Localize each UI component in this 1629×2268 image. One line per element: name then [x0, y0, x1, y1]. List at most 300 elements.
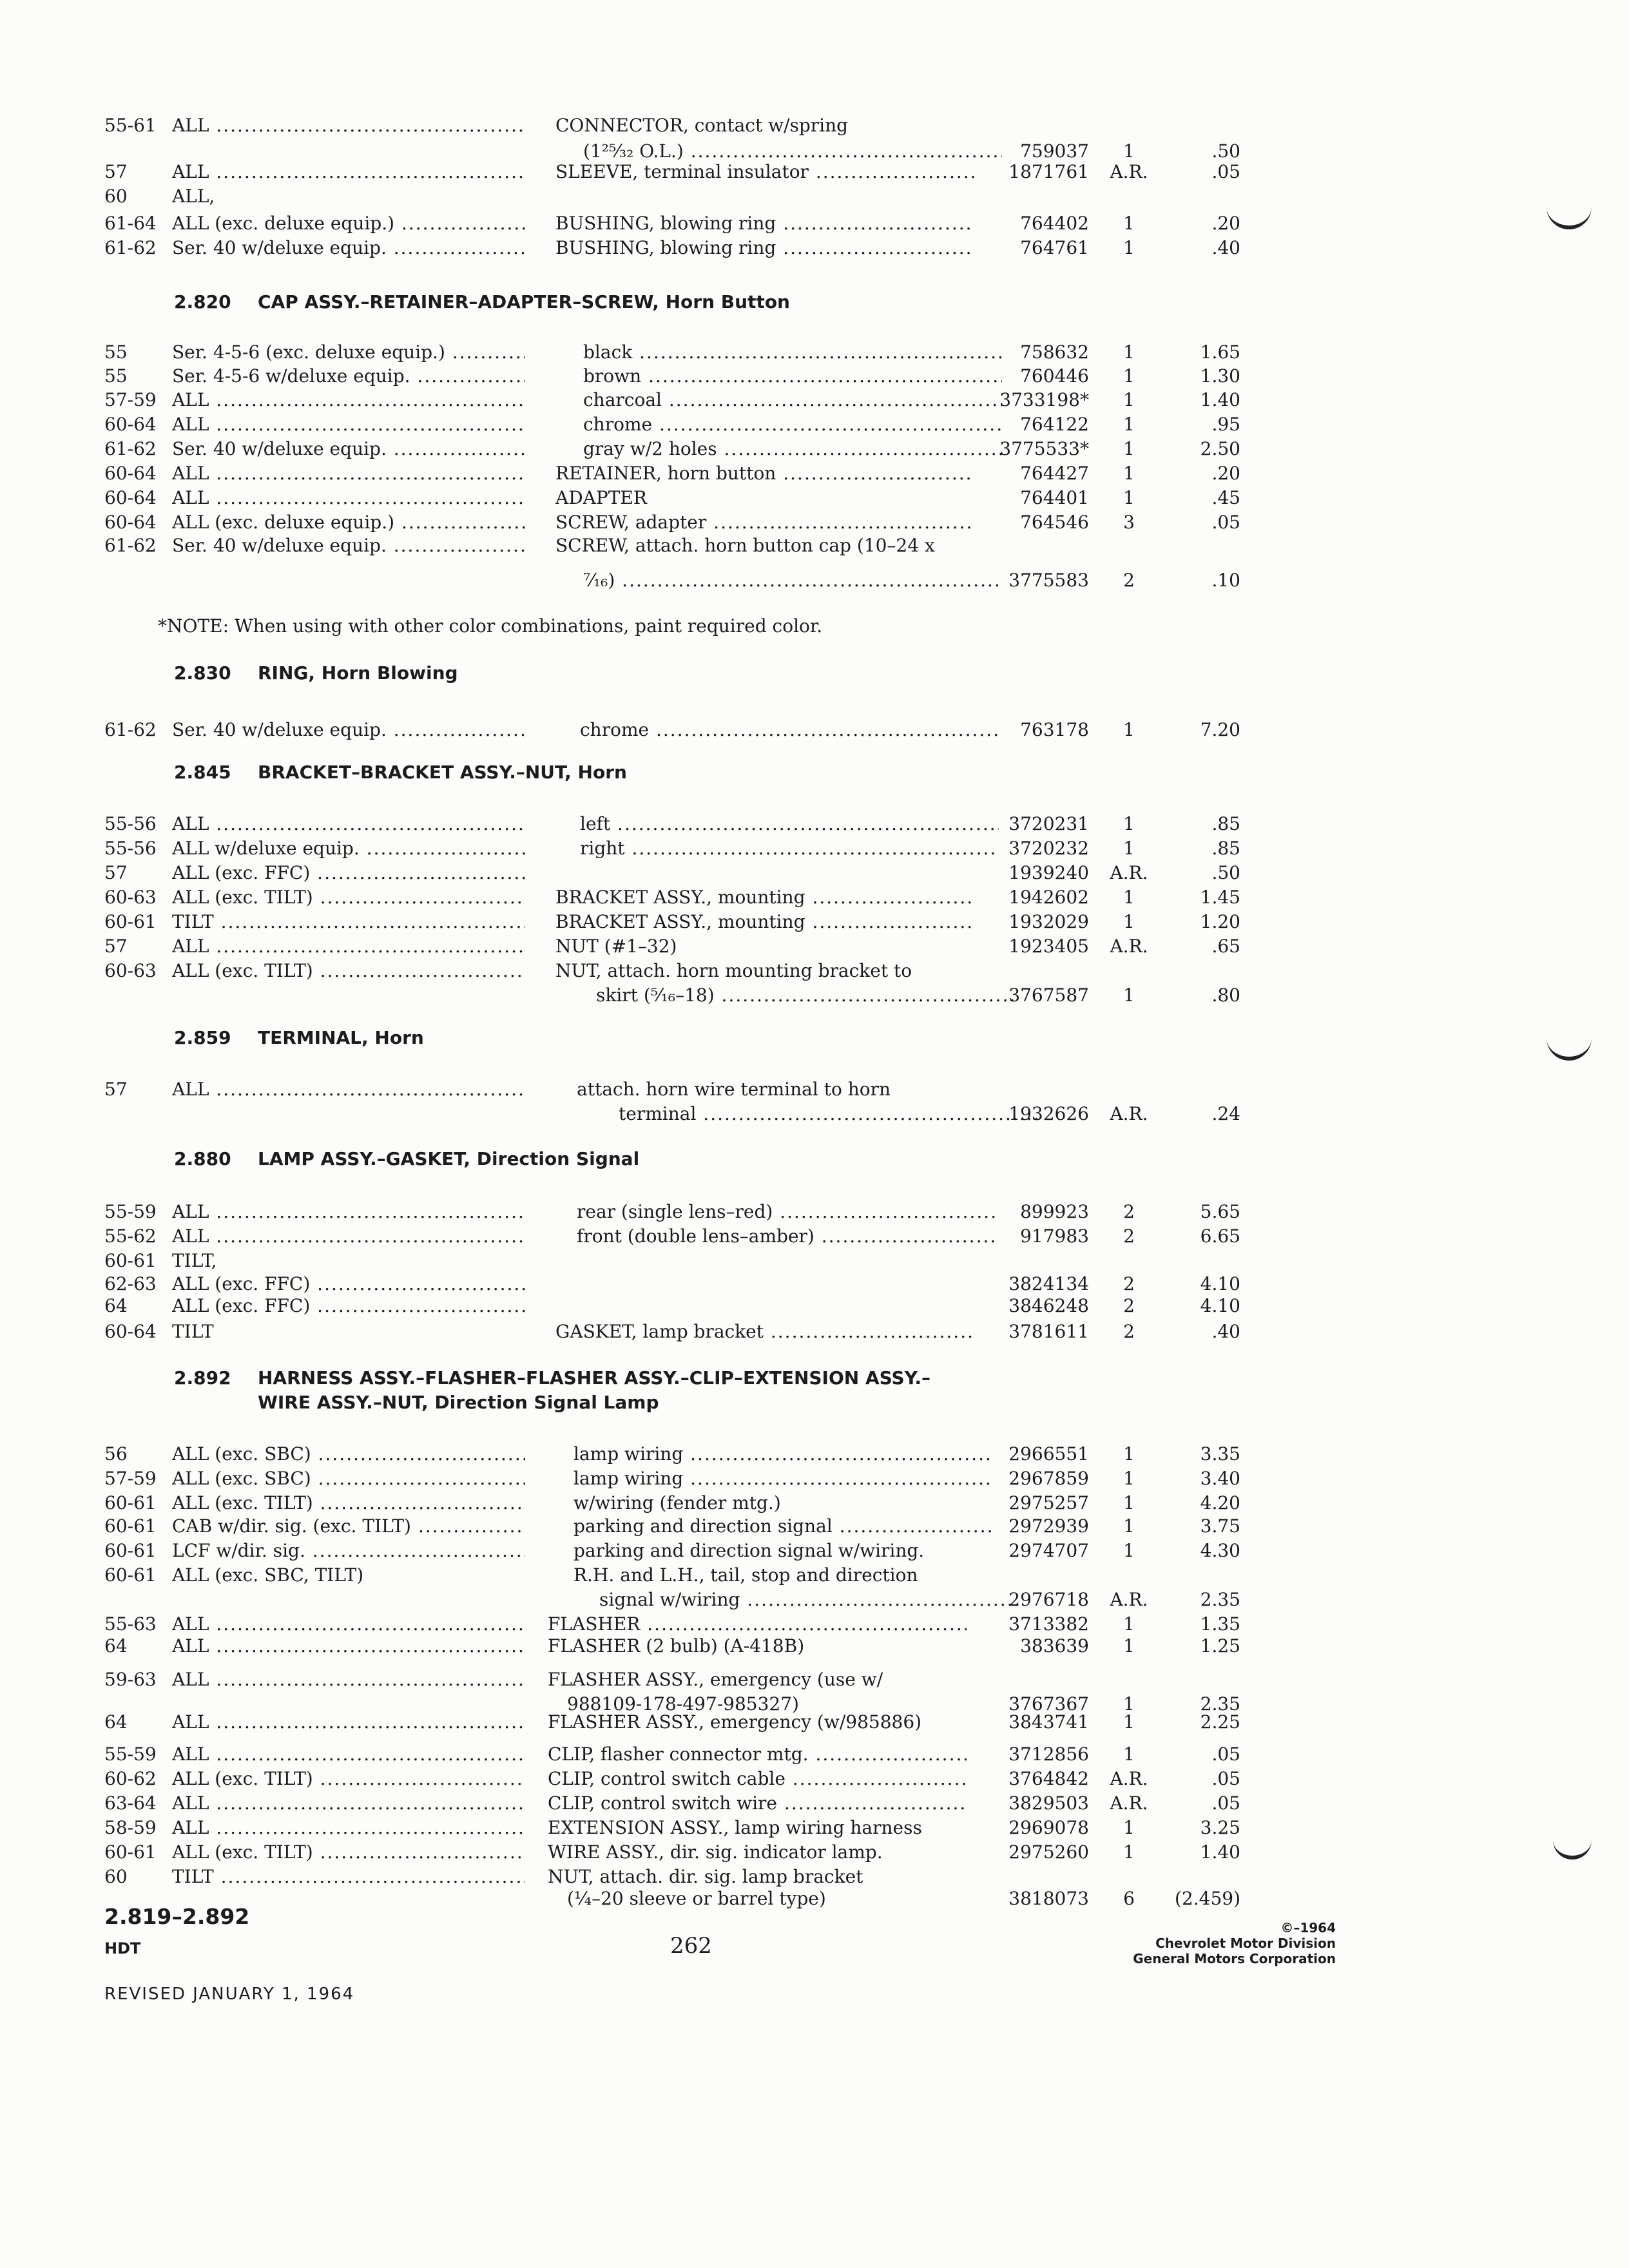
price-cell: 3.75 — [1200, 1515, 1240, 1537]
part-number-cell: 3720231 — [1008, 813, 1089, 834]
model-cell: ALL (exc. SBC) ..... — [172, 1443, 525, 1465]
table-row — [0, 1468, 1629, 1490]
page-range: 2.819–2.892 — [104, 1904, 250, 1929]
table-row — [0, 1540, 1629, 1562]
quantity-cell: 1 — [1123, 1540, 1135, 1561]
quantity-cell: 1 — [1123, 389, 1135, 410]
part-number-cell: 2976718 — [1008, 1589, 1089, 1610]
year-cell: 60-61 — [104, 1492, 157, 1514]
table-row — [0, 487, 1629, 509]
description-cell: R.H. and L.H., tail, stop and direction — [574, 1564, 918, 1586]
description-cell: CONNECTOR, contact w/spring — [555, 115, 849, 136]
quantity-cell: 1 — [1123, 985, 1135, 1006]
price-cell: .85 — [1211, 838, 1240, 859]
quantity-cell: 1 — [1123, 911, 1135, 932]
part-number-cell: 2975260 — [1008, 1841, 1089, 1863]
price-cell: .05 — [1211, 512, 1240, 533]
table-row — [0, 1443, 1629, 1465]
year-cell: 60-64 — [104, 487, 157, 508]
model-cell: ALL ..... — [172, 1225, 525, 1247]
quantity-cell: 1 — [1123, 140, 1135, 162]
quantity-cell: A.R. — [1110, 1792, 1148, 1814]
note-text: *NOTE: When using with other color combinations, paint required color. — [158, 615, 823, 637]
model-cell: ALL ..... — [172, 936, 525, 957]
price-cell: 2.25 — [1200, 1711, 1240, 1733]
table-row — [0, 985, 1629, 1006]
description-cell: ⁷⁄₁₆) ..... — [583, 570, 1002, 591]
model-cell: ALL (exc. TILT) ..... — [172, 1492, 525, 1514]
price-cell: 5.65 — [1200, 1201, 1240, 1222]
year-cell: 57 — [104, 1079, 128, 1100]
binder-mark — [1547, 1024, 1592, 1061]
quantity-cell: 1 — [1123, 813, 1135, 834]
price-cell: 1.45 — [1200, 887, 1240, 908]
model-cell: Ser. 40 w/deluxe equip. ..... — [172, 237, 525, 259]
year-cell: 60-61 — [104, 1841, 157, 1863]
table-row — [0, 365, 1629, 387]
year-cell: 60-64 — [104, 512, 157, 533]
price-cell: 4.20 — [1200, 1492, 1240, 1514]
price-cell: .10 — [1211, 570, 1240, 591]
price-cell: 1.35 — [1200, 1613, 1240, 1635]
price-cell: 1.40 — [1200, 389, 1240, 410]
section-title: LAMP ASSY.–GASKET, Direction Signal — [258, 1148, 640, 1169]
description-cell: RETAINER, horn button ..... — [555, 463, 974, 485]
description-cell: right ..... — [580, 838, 999, 860]
quantity-cell: A.R. — [1110, 862, 1148, 883]
model-cell: ALL w/deluxe equip. ..... — [172, 838, 525, 860]
description-cell: NUT (#1–32) — [555, 936, 677, 957]
part-number-cell: 3775533* — [999, 438, 1089, 459]
quantity-cell: 1 — [1123, 365, 1135, 387]
year-cell: 64 — [104, 1295, 128, 1316]
table-row — [0, 115, 1629, 137]
price-cell: 3.35 — [1200, 1443, 1240, 1465]
table-row — [0, 1866, 1629, 1888]
table-row — [0, 1321, 1629, 1343]
year-cell: 61-62 — [104, 438, 157, 459]
price-cell: .85 — [1211, 813, 1240, 834]
table-row — [0, 1613, 1629, 1635]
model-cell: ALL ..... — [172, 1201, 525, 1223]
model-cell: ALL ..... — [172, 813, 525, 835]
table-row — [0, 213, 1629, 235]
year-cell: 60-61 — [104, 1515, 157, 1537]
part-number-cell: 1942602 — [1008, 887, 1089, 908]
part-number-cell: 3720232 — [1008, 838, 1089, 859]
description-cell: GASKET, lamp bracket ..... — [555, 1321, 974, 1343]
table-row — [0, 1564, 1629, 1586]
year-cell: 59-63 — [104, 1669, 157, 1690]
part-number-cell: 3712856 — [1008, 1744, 1089, 1765]
model-cell: ALL (exc. deluxe equip.) ..... — [172, 512, 525, 533]
model-cell: ALL (exc. SBC) ..... — [172, 1468, 525, 1490]
price-cell: .05 — [1211, 1744, 1240, 1765]
quantity-cell: 6 — [1123, 1888, 1135, 1909]
price-cell: .20 — [1211, 463, 1240, 484]
year-cell: 55-59 — [104, 1201, 157, 1222]
quantity-cell: 1 — [1123, 487, 1135, 508]
quantity-cell: 1 — [1123, 1635, 1135, 1657]
catalog-code: HDT — [104, 1939, 141, 1957]
price-cell: .05 — [1211, 1768, 1240, 1789]
description-cell: black ..... — [583, 341, 1002, 363]
part-number-cell: 764761 — [1020, 237, 1089, 258]
copyright-line: ©–1964 — [1280, 1920, 1336, 1936]
year-cell: 60-62 — [104, 1768, 157, 1789]
quantity-cell: 1 — [1123, 213, 1135, 234]
section-number: 2.859 — [174, 1027, 231, 1048]
year-cell: 58-59 — [104, 1817, 157, 1838]
table-row — [0, 1841, 1629, 1863]
description-cell: SCREW, adapter ..... — [555, 512, 974, 533]
table-row — [0, 570, 1629, 591]
table-row — [0, 960, 1629, 982]
quantity-cell: 1 — [1123, 1492, 1135, 1514]
table-row — [0, 813, 1629, 835]
description-cell: gray w/2 holes ..... — [583, 438, 1002, 460]
section-number: 2.820 — [174, 291, 231, 312]
description-cell: NUT, attach. horn mounting bracket to — [555, 960, 912, 981]
quantity-cell: 2 — [1123, 1321, 1135, 1342]
table-row — [0, 1273, 1629, 1295]
year-cell: 64 — [104, 1635, 128, 1657]
part-number-cell: 764122 — [1020, 414, 1089, 435]
description-cell: BUSHING, blowing ring ..... — [555, 213, 974, 235]
table-row — [0, 161, 1629, 183]
model-cell: Ser. 40 w/deluxe equip. ..... — [172, 535, 525, 557]
model-cell: ALL (exc. TILT) ..... — [172, 1841, 525, 1863]
section-title: RING, Horn Blowing — [258, 662, 458, 684]
description-cell: BRACKET ASSY., mounting ..... — [555, 887, 974, 908]
section-number: 2.892 — [174, 1367, 231, 1389]
model-cell: ALL ..... — [172, 1635, 525, 1657]
description-cell: chrome ..... — [580, 719, 999, 741]
table-row — [0, 1225, 1629, 1247]
year-cell: 60-61 — [104, 1540, 157, 1561]
section-title: HARNESS ASSY.–FLASHER–FLASHER ASSY.–CLIP–EXTENSION ASSY.– — [258, 1367, 930, 1389]
year-cell: 63-64 — [104, 1792, 157, 1814]
model-cell: ALL (exc. SBC, TILT) — [172, 1564, 364, 1586]
section-heading — [174, 1148, 639, 1170]
description-cell: left ..... — [580, 813, 999, 835]
model-cell: ALL ..... — [172, 1792, 525, 1814]
year-cell: 55-63 — [104, 1613, 157, 1635]
year-cell: 55-56 — [104, 813, 157, 834]
description-cell: terminal ..... — [619, 1103, 1037, 1125]
price-cell: 2.35 — [1200, 1589, 1240, 1610]
table-row — [0, 237, 1629, 259]
section-title: CAP ASSY.–RETAINER–ADAPTER–SCREW, Horn Button — [258, 291, 790, 312]
description-cell: (¼–20 sleeve or barrel type) — [567, 1888, 826, 1909]
table-row — [0, 341, 1629, 363]
price-cell: 1.30 — [1200, 365, 1240, 387]
description-cell: charcoal ..... — [583, 389, 1002, 411]
part-number-cell: 3713382 — [1008, 1613, 1089, 1635]
table-row — [0, 1492, 1629, 1514]
price-cell: 4.10 — [1200, 1295, 1240, 1316]
part-number-cell: 760446 — [1020, 365, 1089, 387]
quantity-cell: A.R. — [1110, 1103, 1148, 1124]
year-cell: 60-64 — [104, 1321, 157, 1342]
quantity-cell: 1 — [1123, 1817, 1135, 1838]
year-cell: 57 — [104, 936, 128, 957]
year-cell: 57 — [104, 862, 128, 883]
quantity-cell: 1 — [1123, 887, 1135, 908]
year-cell: 60 — [104, 1866, 128, 1887]
price-cell: .40 — [1211, 237, 1240, 258]
description-cell: attach. horn wire terminal to horn — [577, 1079, 891, 1100]
part-number-cell: 2967859 — [1008, 1468, 1089, 1489]
quantity-cell: 1 — [1123, 341, 1135, 363]
table-row — [0, 1295, 1629, 1317]
price-cell: 3.40 — [1200, 1468, 1240, 1489]
description-cell: w/wiring (fender mtg.) — [574, 1492, 781, 1514]
description-cell: skirt (⁵⁄₁₆–18) ..... — [596, 985, 1015, 1006]
model-cell: TILT, — [172, 1250, 217, 1271]
quantity-cell: A.R. — [1110, 1768, 1148, 1789]
section-number: 2.845 — [174, 762, 231, 783]
section-heading-continued: WIRE ASSY.–NUT, Direction Signal Lamp — [258, 1392, 659, 1413]
part-number-cell: 917983 — [1020, 1225, 1089, 1247]
price-cell: .05 — [1211, 1792, 1240, 1814]
year-cell: 60-64 — [104, 463, 157, 484]
part-number-cell: 3733198* — [999, 389, 1089, 410]
table-row — [0, 1792, 1629, 1814]
corporation-line: General Motors Corporation — [1133, 1951, 1336, 1966]
description-cell: lamp wiring ..... — [574, 1443, 992, 1465]
section-heading — [174, 762, 627, 783]
section-heading — [174, 662, 458, 684]
part-number-cell: 2969078 — [1008, 1817, 1089, 1838]
part-number-cell: 1939240 — [1008, 862, 1089, 883]
part-number-cell: 3767367 — [1008, 1693, 1089, 1715]
quantity-cell: 1 — [1123, 237, 1135, 258]
model-cell: LCF w/dir. sig. ..... — [172, 1540, 525, 1562]
section-number: 2.830 — [174, 662, 231, 684]
table-row — [0, 1515, 1629, 1537]
year-cell: 61-62 — [104, 237, 157, 258]
quantity-cell: 1 — [1123, 1443, 1135, 1465]
part-number-cell: 2966551 — [1008, 1443, 1089, 1465]
part-number-cell: 3846248 — [1008, 1295, 1089, 1316]
part-number-cell: 758632 — [1020, 341, 1089, 363]
price-cell: .20 — [1211, 213, 1240, 234]
price-cell: .45 — [1211, 487, 1240, 508]
table-row — [0, 1635, 1629, 1657]
model-cell: ALL ..... — [172, 414, 525, 436]
part-number-cell: 764427 — [1020, 463, 1089, 484]
model-cell: ALL (exc. FFC) ..... — [172, 1295, 525, 1317]
model-cell: ALL (exc. deluxe equip.) ..... — [172, 213, 525, 235]
table-row — [0, 1768, 1629, 1790]
description-cell: FLASHER ASSY., emergency (w/985886) — [548, 1711, 922, 1733]
model-cell: ALL ..... — [172, 1613, 525, 1635]
price-cell: (2.459) — [1174, 1888, 1240, 1909]
table-row — [0, 1201, 1629, 1223]
model-cell: TILT — [172, 1321, 214, 1342]
description-cell: parking and direction signal w/wiring. — [574, 1540, 925, 1561]
quantity-cell: 2 — [1123, 1225, 1135, 1247]
description-cell: FLASHER ..... — [548, 1613, 967, 1635]
year-cell: 64 — [104, 1711, 128, 1733]
price-cell: 2.50 — [1200, 438, 1240, 459]
table-row — [0, 512, 1629, 533]
price-cell: .50 — [1211, 862, 1240, 883]
part-number-cell: 759037 — [1020, 140, 1089, 162]
price-cell: .40 — [1211, 1321, 1240, 1342]
quantity-cell: 1 — [1123, 1468, 1135, 1489]
description-cell: WIRE ASSY., dir. sig. indicator lamp. — [548, 1841, 883, 1863]
description-cell: (1²⁵⁄₃₂ O.L.) ..... — [583, 140, 1002, 162]
price-cell: 1.25 — [1200, 1635, 1240, 1657]
page-number: 262 — [670, 1933, 712, 1959]
part-number-cell: 3781611 — [1008, 1321, 1089, 1342]
table-row — [0, 1250, 1629, 1272]
description-cell: FLASHER (2 bulb) (A-418B) — [548, 1635, 805, 1657]
model-cell: ALL (exc. TILT) ..... — [172, 1768, 525, 1790]
year-cell: 55-56 — [104, 838, 157, 859]
model-cell: TILT ..... — [172, 1866, 525, 1888]
description-cell: SCREW, attach. horn button cap (10–24 x — [555, 535, 935, 556]
revision-date: REVISED JANUARY 1, 1964 — [104, 1984, 355, 2004]
description-cell: 988109-178-497-985327) — [567, 1693, 799, 1715]
description-cell: rear (single lens–red) ..... — [577, 1201, 996, 1223]
description-cell: chrome ..... — [583, 414, 1002, 436]
section-heading — [174, 291, 790, 313]
year-cell: 61-64 — [104, 213, 157, 234]
table-row — [0, 1817, 1629, 1839]
model-cell: ALL ..... — [172, 1079, 525, 1100]
division-line: Chevrolet Motor Division — [1155, 1936, 1336, 1951]
year-cell: 60-63 — [104, 960, 157, 981]
table-row — [0, 1079, 1629, 1100]
table-row — [0, 936, 1629, 957]
description-cell: brown ..... — [583, 365, 1002, 387]
part-number-cell: 3775583 — [1008, 570, 1089, 591]
model-cell: ALL (exc. TILT) ..... — [172, 887, 525, 908]
quantity-cell: 1 — [1123, 719, 1135, 740]
quantity-cell: 1 — [1123, 1515, 1135, 1537]
part-number-cell: 2972939 — [1008, 1515, 1089, 1537]
quantity-cell: 1 — [1123, 1711, 1135, 1733]
quantity-cell: 2 — [1123, 570, 1135, 591]
model-cell: ALL (exc. FFC) ..... — [172, 1273, 525, 1295]
year-cell: 60 — [104, 186, 128, 207]
description-cell: SLEEVE, terminal insulator ..... — [555, 161, 974, 183]
table-row — [0, 140, 1629, 162]
price-cell: 3.25 — [1200, 1817, 1240, 1838]
description-cell: signal w/wiring ..... — [599, 1589, 1018, 1611]
model-cell: ALL ..... — [172, 1711, 525, 1733]
copyright-block — [1133, 1920, 1336, 1966]
year-cell: 55-59 — [104, 1744, 157, 1765]
model-cell: ALL ..... — [172, 487, 525, 509]
model-cell: TILT ..... — [172, 911, 525, 933]
section-title: TERMINAL, Horn — [258, 1027, 424, 1048]
year-cell: 62-63 — [104, 1273, 157, 1294]
year-cell: 57 — [104, 161, 128, 182]
model-cell: ALL ..... — [172, 1669, 525, 1691]
description-cell: EXTENSION ASSY., lamp wiring harness — [548, 1817, 922, 1838]
section-heading — [174, 1027, 424, 1049]
quantity-cell: A.R. — [1110, 936, 1148, 957]
year-cell: 60-64 — [104, 414, 157, 435]
table-row — [0, 414, 1629, 436]
table-row — [0, 186, 1629, 207]
price-cell: .05 — [1211, 161, 1240, 182]
part-number-cell: 1932029 — [1008, 911, 1089, 932]
binder-mark — [1553, 1817, 1592, 1860]
year-cell: 61-62 — [104, 719, 157, 740]
year-cell: 60-61 — [104, 1564, 157, 1586]
quantity-cell: A.R. — [1110, 1589, 1148, 1610]
part-number-cell: 764401 — [1020, 487, 1089, 508]
quantity-cell: 1 — [1123, 1744, 1135, 1765]
model-cell: ALL ..... — [172, 389, 525, 411]
quantity-cell: 1 — [1123, 838, 1135, 859]
price-cell: 1.65 — [1200, 341, 1240, 363]
year-cell: 55 — [104, 341, 128, 363]
year-cell: 61-62 — [104, 535, 157, 556]
part-number-cell: 3843741 — [1008, 1711, 1089, 1733]
table-row — [0, 463, 1629, 485]
description-cell: BRACKET ASSY., mounting ..... — [555, 911, 974, 933]
description-cell: CLIP, flasher connector mtg. ..... — [548, 1744, 967, 1765]
quantity-cell: 1 — [1123, 1693, 1135, 1715]
model-cell: CAB w/dir. sig. (exc. TILT) ..... — [172, 1515, 525, 1537]
description-cell: lamp wiring ..... — [574, 1468, 992, 1490]
part-number-cell: 899923 — [1020, 1201, 1089, 1222]
table-row — [0, 911, 1629, 933]
part-number-cell: 1871761 — [1008, 161, 1089, 182]
description-cell: CLIP, control switch cable ..... — [548, 1768, 967, 1790]
model-cell: ALL ..... — [172, 115, 525, 137]
table-row — [0, 1103, 1629, 1125]
price-cell: .80 — [1211, 985, 1240, 1006]
price-cell: 6.65 — [1200, 1225, 1240, 1247]
year-cell: 60-61 — [104, 1250, 157, 1271]
model-cell: ALL (exc. FFC) ..... — [172, 862, 525, 884]
description-cell: CLIP, control switch wire ..... — [548, 1792, 967, 1814]
year-cell: 57-59 — [104, 389, 157, 410]
table-row — [0, 838, 1629, 860]
model-cell: ALL ..... — [172, 1817, 525, 1839]
part-number-cell: 3764842 — [1008, 1768, 1089, 1789]
part-number-cell: 3818073 — [1008, 1888, 1089, 1909]
model-cell: ALL, — [172, 186, 215, 207]
quantity-cell: 3 — [1123, 512, 1135, 533]
description-cell: BUSHING, blowing ring ..... — [555, 237, 974, 259]
part-number-cell: 764546 — [1020, 512, 1089, 533]
year-cell: 56 — [104, 1443, 128, 1465]
quantity-cell: 1 — [1123, 414, 1135, 435]
quantity-cell: 2 — [1123, 1295, 1135, 1316]
quantity-cell: 1 — [1123, 1841, 1135, 1863]
model-cell: Ser. 4-5-6 (exc. deluxe equip.) ..... — [172, 341, 525, 363]
table-row — [0, 719, 1629, 741]
part-number-cell: 2974707 — [1008, 1540, 1089, 1561]
model-cell: ALL ..... — [172, 1744, 525, 1765]
table-row — [0, 1744, 1629, 1765]
model-cell: Ser. 40 w/deluxe equip. ..... — [172, 438, 525, 460]
part-number-cell: 763178 — [1020, 719, 1089, 740]
year-cell: 60-63 — [104, 887, 157, 908]
year-cell: 55 — [104, 365, 128, 387]
price-cell: 2.35 — [1200, 1693, 1240, 1715]
quantity-cell: 1 — [1123, 1613, 1135, 1635]
quantity-cell: 2 — [1123, 1201, 1135, 1222]
